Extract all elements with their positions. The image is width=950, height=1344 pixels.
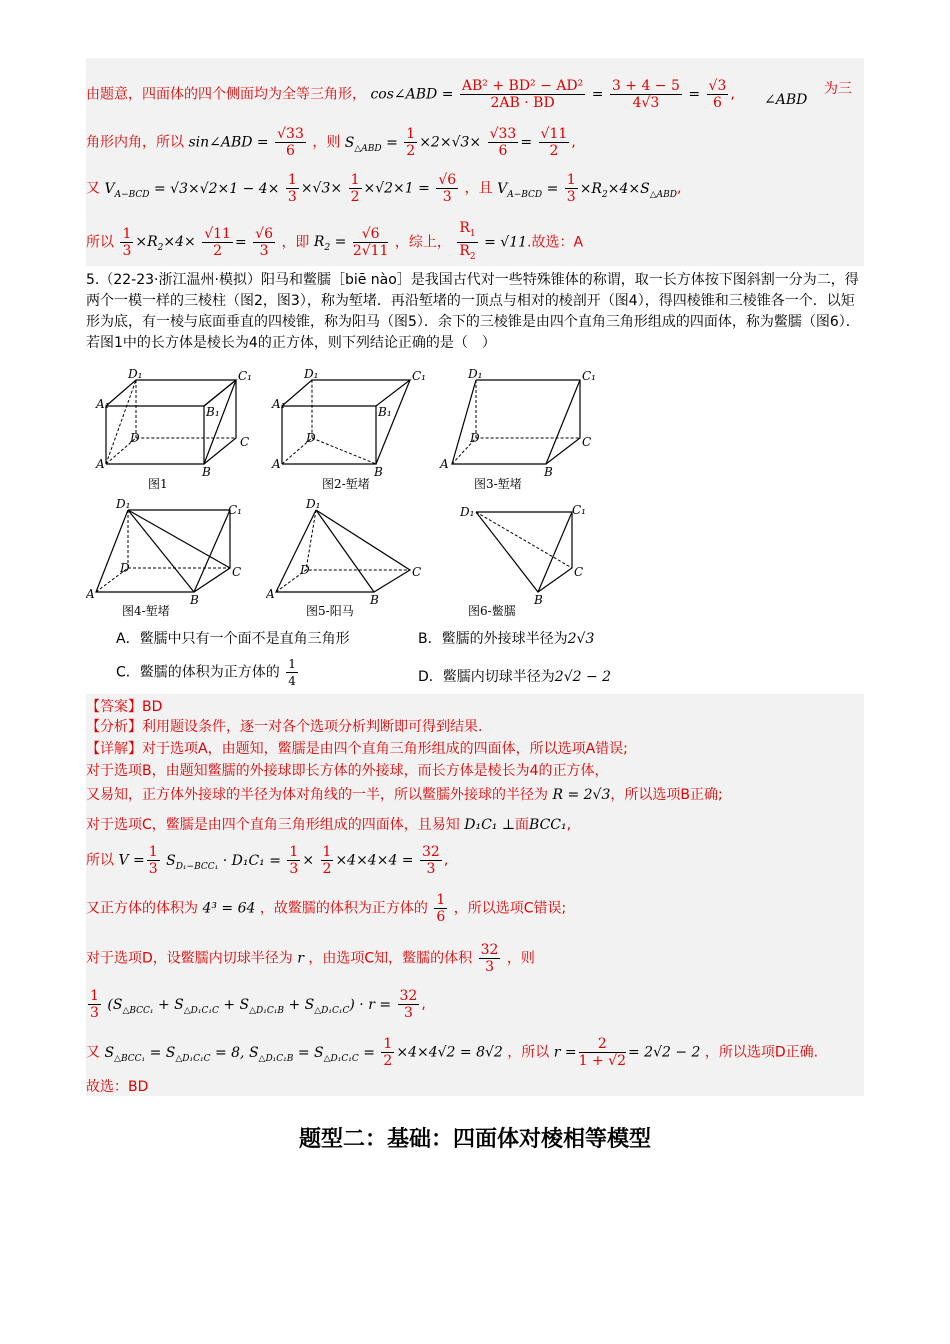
caption-figure-1: 图1 <box>148 477 168 491</box>
svg-text:A₁: A₁ <box>272 397 286 411</box>
option-c-line-3-mid: ，故鳖臑的体积为正方体的 <box>259 900 428 917</box>
option-d-line-3-mid: ，所以 <box>507 1044 550 1061</box>
caption-figure-3: 图3-堑堵 <box>474 477 522 491</box>
text-l4a: 所以 <box>86 234 114 251</box>
text-l1b: 为三 <box>824 81 852 97</box>
option-d[interactable]: D．鳖臑内切球半径为2√2 − 2 <box>418 669 612 685</box>
option-c-line-3-end: ，所以选项C错误; <box>453 900 567 917</box>
svg-text:A: A <box>272 457 281 471</box>
text-l2a: 角形内角，所以 <box>86 134 184 151</box>
svg-text:A₁: A₁ <box>96 397 110 411</box>
option-d-line-1: 对于选项D，设鳖臑内切球半径为 <box>86 950 293 967</box>
option-c-line-1: 对于选项C，鳖臑是由四个直角三角形组成的四面体，且易知 <box>86 817 460 833</box>
svg-text:A: A <box>86 587 95 601</box>
svg-text:B: B <box>190 593 199 607</box>
svg-text:C: C <box>240 435 250 449</box>
option-b-line-1: 对于选项B，由题知鳖臑的外接球即长方体的外接球，而长方体是棱长为4的正方体， <box>86 763 609 779</box>
svg-text:C: C <box>574 565 584 579</box>
figure-2 <box>266 368 436 488</box>
caption-figure-5: 图5-阳马 <box>306 604 354 618</box>
option-d-line-3-end: ，所以选项D正确. <box>704 1044 819 1061</box>
svg-text:B: B <box>202 465 211 479</box>
svg-text:D₁: D₁ <box>468 368 483 381</box>
svg-text:B₁: B₁ <box>206 405 220 419</box>
text-l1a: 由题意，四面体的四个侧面均为全等三角形， <box>86 86 366 103</box>
option-a[interactable] <box>116 628 350 648</box>
option-b-text: B．鳖臑的外接球半径为 <box>418 631 568 647</box>
svg-text:B: B <box>534 593 543 607</box>
solution-block-top: 由题意，四面体的四个侧面均为全等三角形， cos∠ABD = $\frac{\text{AB² + BD² − AD²}}{2AB \cdot BD}$ = $\frac{3 + 4 - 5}{4√3}$ = $\frac{√3}{6}$ , ∠ABD 为三 角形内角，所以 sin∠ABD = $\frac{√33}{6}$ ，则 $S_{\triangle ABD}$ = $\frac{1}{2}$ ×2×√3× $\frac{√33}{6}$ = $\frac{√11}{2}$ , 又 $V_{A-BCD} = √3\times√2\times 1 - 4\times$ $\frac{1}{3}$ ×√3× $\frac{1}{2}$ ×√2×1 = $\frac{√6}{3}$ ，且 $V_{A-BCD}$ = $\frac{1}{3}$ $\times R_2\times 4\times S_{\triangle ABD}$, 所以 $\frac{1}{3}$ $\times R_2\times 4\times$ $\frac{√11}{2}$ = $\frac{√6}{3}$ ，即 $R_2$ = $\frac{√6}{2√11}$ ，综上， $\frac{R_1}{R_2}$ = √11.故选：A <box>86 58 864 266</box>
question-text: 5.（22-23·浙江温州·模拟）阳马和鳖臑［biē nào］是我国古代对一些特殊锥体的称谓，取一长方体按下图斜割一分为二，得两个一模一样的三棱柱（图2，图3），称为堑堵．再沿堑堵的一顶点与相对的棱剖开（图4），得四棱锥和三棱锥各一个．以矩形为底，有一棱与底面垂直的四棱锥，称为阳马（图5）．余下的三棱锥是由四个直角三角形组成的四面体，称为鳖臑（图6）．若图1中的长方体是棱长为4的正方体，则下列结论正确的是（ ） <box>86 272 860 351</box>
option-b-line-2-end: ，所以选项B正确; <box>610 787 723 803</box>
svg-text:C: C <box>582 435 592 449</box>
option-c-line-3: 又正方体的体积为 <box>86 900 198 917</box>
svg-text:D: D <box>306 431 316 445</box>
svg-text:A: A <box>266 587 275 601</box>
text-l4d: .故选：A <box>527 234 584 251</box>
solution-block: 【答案】BD 【分析】利用题设条件，逐一对各个选项分析判断即可得到结果. 【详解】对于选项A，由题知，鳖臑是由四个直角三角形组成的四面体，所以选项A错误; 对于选项B，由题知鳖臑的外接球即长方体的外接球，而长方体是棱长为4的正方体， 又易知，正方体外接球的半径为体对角线的一半，所以鳖臑外接球的半径为 R = 2√3，所以选项B正确; 对于选项C，鳖臑是由四个直角三角形组成的四面体，且易知 D₁C₁ ⊥面BCC₁, 所以 V = $\frac{1}{3}$ $S_{D_1-BCC_1} \cdot D_1C_1$ = $\frac{1}{3}$ × $\frac{1}{2}$ ×4×4×4 = $\frac{32}{3}$ , 又正方体的体积为 4³ = 64 ，故鳖臑的体积为正方体的 $\frac{1}{6}$ ，所以选项C错误; 对于选项D，设鳖臑内切球半径为 r ，由选项C知，鳖臑的体积 $\frac{32}{3}$ ，则 $\frac{1}{3}$ $(S_{\triangle BCC_1} + S_{\triangle D_1C_1C} + S_{\triangle D_1C_1B} + S_{\triangle D_1C_1C}) \cdot r$ = $\frac{32}{3}$ , 又 $S_{\triangle BCC_1} = S_{\triangle D_1C_1C} = 8$, $S_{\triangle D_1C_1B} = S_{\triangle D_1C_1C}$ = $\frac{1}{2}$ ×4×4√2 = 8√2 ，所以 r = $\frac{2}{1 + √2}$ = 2√2 − 2 ，所以选项D正确. 故选：BD <box>86 694 864 1096</box>
final-answer-line: 故选：BD <box>86 1079 149 1095</box>
svg-text:D₁: D₁ <box>306 498 321 511</box>
svg-text:C₁: C₁ <box>238 369 252 383</box>
detail-line: 【详解】对于选项A，由题知，鳖臑是由四个直角三角形组成的四面体，所以选项A错误; <box>86 741 628 757</box>
option-b[interactable]: B．鳖臑的外接球半径为2√3 <box>418 631 595 647</box>
svg-text:A: A <box>440 457 449 471</box>
svg-text:C: C <box>412 565 422 579</box>
option-a-text: A．鳖臑中只有一个面不是直角三角形 <box>116 631 350 647</box>
option-d-line-1-end: ，则 <box>506 950 535 967</box>
option-c[interactable]: C．鳖臑的体积为正方体的 $\frac{1}{4}$ <box>116 657 296 688</box>
svg-text:C₁: C₁ <box>582 369 596 383</box>
option-c-text: C．鳖臑的体积为正方体的 <box>116 664 280 681</box>
caption-figure-4: 图4-堑堵 <box>122 604 170 618</box>
svg-text:D: D <box>130 431 140 445</box>
option-c-line-1-end: 面 <box>515 817 530 833</box>
svg-text:B: B <box>374 465 383 479</box>
answer-line: 【答案】BD <box>86 699 163 715</box>
section-heading: 题型二：基础：四面体对棱相等模型 <box>298 1127 651 1152</box>
caption-figure-6: 图6-鳖臑 <box>468 604 516 618</box>
text-l4c: ，综上， <box>394 234 451 251</box>
svg-text:C₁: C₁ <box>412 369 426 383</box>
option-d-line-3: 又 <box>86 1044 100 1061</box>
svg-text:B₁: B₁ <box>378 405 392 419</box>
svg-text:D: D <box>300 563 310 577</box>
svg-text:D₁: D₁ <box>116 498 131 511</box>
caption-figure-2: 图2-堑堵 <box>322 477 370 491</box>
option-d-line-1-mid: ，由选项C知，鳖臑的体积 <box>308 950 473 967</box>
option-c-line-2: 所以 <box>86 852 114 869</box>
figure-5 <box>266 498 436 608</box>
figure-3 <box>436 368 606 488</box>
text-l3b: ，且 <box>464 180 493 197</box>
svg-text:C₁: C₁ <box>228 503 242 517</box>
svg-text:C: C <box>232 565 242 579</box>
svg-text:A: A <box>96 457 105 471</box>
figure-1 <box>86 368 266 488</box>
svg-text:D₁: D₁ <box>128 368 143 381</box>
analysis-line: 【分析】利用题设条件，逐一对各个选项分析判断即可得到结果. <box>86 719 483 735</box>
svg-text:D: D <box>470 431 480 445</box>
text-l3a: 又 <box>86 180 100 197</box>
option-d-text: D．鳖臑内切球半径为 <box>418 669 555 685</box>
text-l4b: ，即 <box>281 234 310 251</box>
figure-6 <box>452 498 602 608</box>
option-b-line-2: 又易知，正方体外接球的半径为体对角线的一半，所以鳖臑外接球的半径为 <box>86 787 548 803</box>
svg-text:B: B <box>544 465 553 479</box>
figure-4 <box>86 498 256 608</box>
svg-text:B: B <box>370 593 379 607</box>
svg-text:D: D <box>120 561 130 575</box>
svg-text:D₁: D₁ <box>304 368 319 381</box>
svg-text:D₁: D₁ <box>460 505 475 519</box>
svg-text:C₁: C₁ <box>572 503 586 517</box>
text-l2b: ，则 <box>312 134 341 151</box>
